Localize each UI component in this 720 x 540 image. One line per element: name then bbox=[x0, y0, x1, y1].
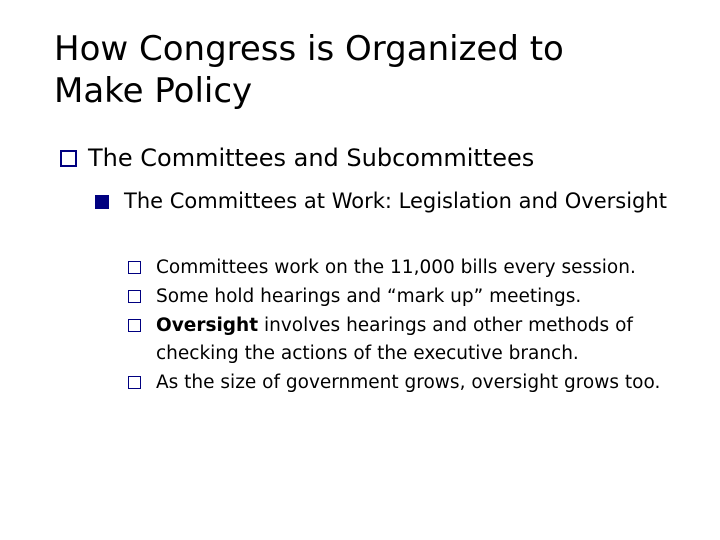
slide-title-line-1: How Congress is Organized to bbox=[54, 29, 564, 69]
list-item bbox=[128, 254, 688, 282]
bullet-level-3-list bbox=[128, 254, 688, 397]
bullet-level-1-text: The Committees and Subcommittees bbox=[88, 144, 535, 172]
list-item bbox=[128, 369, 688, 397]
list-item-text: Some hold hearings and “mark up” meetings. bbox=[156, 286, 582, 307]
hollow-square-icon bbox=[128, 290, 141, 303]
hollow-square-icon bbox=[128, 261, 141, 274]
hollow-square-icon bbox=[128, 319, 141, 332]
hollow-square-icon bbox=[128, 376, 141, 389]
bullet-level-2 bbox=[95, 186, 695, 216]
hollow-square-icon bbox=[60, 150, 77, 167]
list-item bbox=[128, 283, 688, 311]
filled-square-icon bbox=[95, 195, 109, 209]
list-item-text: involves hearings and other methods of checking the actions of the executive branch. bbox=[156, 315, 633, 364]
list-item-text: As the size of government grows, oversight grows too. bbox=[156, 372, 661, 393]
slide-title-line-2: Make Policy bbox=[54, 71, 253, 111]
bullet-level-1 bbox=[60, 143, 700, 173]
bullet-level-2-text: The Committees at Work: Legislation and Oversight bbox=[124, 189, 667, 213]
list-item-text: Committees work on the 11,000 bills every session. bbox=[156, 257, 636, 278]
slide-title bbox=[54, 28, 674, 112]
list-item bbox=[128, 312, 688, 368]
list-item-bold-term: Oversight bbox=[156, 315, 259, 336]
